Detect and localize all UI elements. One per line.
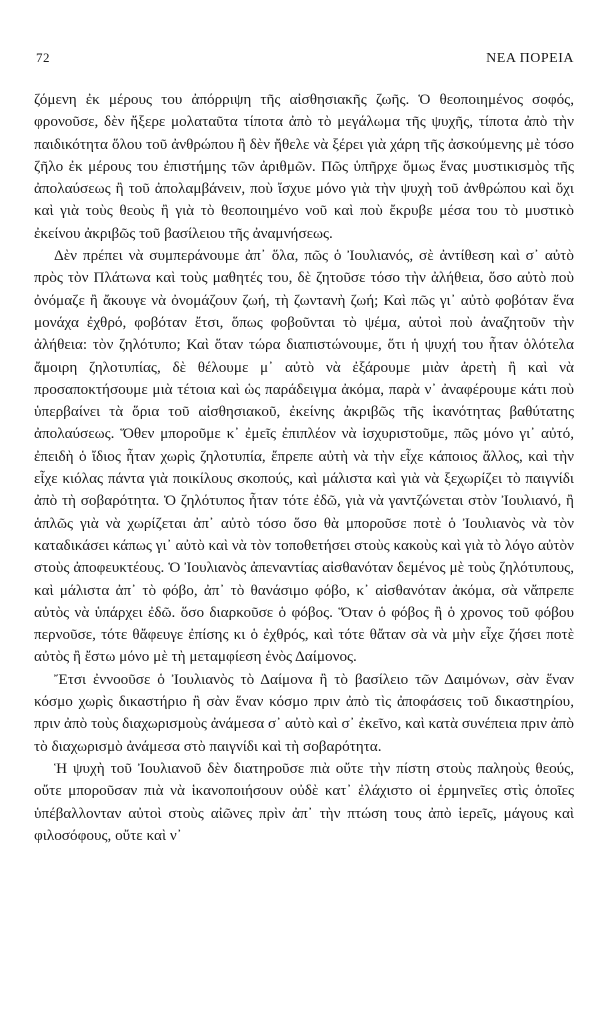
paragraph-2: Δὲν πρέπει νὰ συμπεράνουμε ἀπ᾽ ὅλα, πῶς ὁ Ἰουλιανός, σὲ ἀντίθεση καὶ σ᾽ αὐτὸ πρὸς τὸν Πλάτωνα καὶ τοὺς μαθητές του, δὲ ζητοῦσε τόσο τὴν ἀλήθεια, ὅσο αὐτὸ ποὺ ὀνόμαζε ἢ ἄκουγε νὰ ὀνομάζουν ζωή, τὴ ζωντανὴ ζωή; Καὶ πῶς γι᾽ αὐτὸ φοβόταν ἕνα μονάχα ἐχθρό, φοβόταν ἔτσι, ὅπως φοβοῦνται τὸ ψέμα, αὐτοὶ ποὺ ἀναζητοῦν τὴν ἀλήθεια: τὸν ζηλότυπο; Καὶ ὅταν τώρα διαπιστώνουμε, ὅτι ἡ ψυχή του ἦταν ὁλότελα ἄμοιρη ζηλοτυπίας, δὲ θέλουμε μ᾽ αὐτὸ νὰ ἐξάρουμε μιὰν ἀρετὴ ἢ καὶ νὰ προσαποκτήσουμε μιὰ τέτοια καὶ ὡς παράδειγμα ἀκόμα, παρὰ ν᾽ ἀναφέρουμε κάτι ποὺ ὑπερβαίνει τὰ ὅρια τοῦ αἰσθησιακοῦ, ἐκείνης ἀκριβῶς τῆς ἱκανότητας βαθύτατης ἀπολαύσεως. Ὅθεν μποροῦμε κ᾽ ἐμεῖς ἐπιπλέον νὰ ἰσχυριστοῦμε, πῶς μόνο γι᾽ αὐτό, ἐπειδὴ ὁ ἴδιος ἦταν χωρὶς ζηλοτυπία, ἔπρεπε αὐτὴ νὰ τὴν εἶχε κάποιος ἄλλος, καὶ τὴν εἶχε κιόλας πάντα γιὰ ποικίλους σκοπούς, καὶ μάλιστα καὶ γιὰ νὰ ξεχωρίζει τὸ παιγνίδι ἀπὸ τὴ σοβαρότητα. Ὁ ζηλότυπος ἦταν τότε ἐδῶ, γιὰ νὰ γαντζώνεται στὸν Ἰουλιανό, ἢ ἁπλῶς γιὰ νὰ χωρίζεται ἀπ᾽ αὐτὸ τόσο ὅσο θὰ μποροῦσε ποτὲ ὁ Ἰουλιανὸς νὰ τὸν καταδικάσει κάπως γι᾽ αὐτὸ καὶ νὰ τὸν τοποθετήσει στοὺς κακοὺς καὶ γιὰ τὸ λόγο αὐτὸν στοὺς ἀποφευκτέους. Ὁ Ἰουλιανὸς ἀπεναντίας αἰσθανόταν δεμένος μὲ τοὺς ζηλότυπους, καὶ μάλιστα ἀπ᾽ τὸ φόβο, ἀπ᾽ τὸ θανάσιμο φόβο, κ᾽ αἰσθανόταν ἀκόμα, σὰ νἄπρεπε αὐτὸς νὰ ὑπάρχει ἐδῶ. ὅσο διαρκοῦσε ὁ φόβος. Ὅταν ὁ φόβος ἢ ὁ χρονος τοῦ φόβου περνοῦσε, τότε θἄφευγε ἐπίσης κι ὁ ἐχθρός, καὶ τότε θἄταν σὰ νὰ μὴν εἶχε ζήσει ποτὲ αὐτὸς ἢ ἔστω μόνο μὲ τὴ μεταμφίεση ἑνὸς Δαίμονος. [34,247,574,666]
book-page [34,50,574,847]
paragraph-3: Ἔτσι ἐννοοῦσε ὁ Ἰουλιανὸς τὸ Δαίμονα ἢ τὸ βασίλειο τῶν Δαιμόνων, σὰν ἕναν κόσμο χωρὶς δικαστήριο ἢ σὰν ἕναν κόσμο πριν ἀπὸ τὶς ἀποφάσεις τοῦ δικαστηρίου, πριν ἀπὸ τοὺς διαχωρισμοὺς ἀνάμεσα σ᾽ αὐτὸ καὶ σ᾽ ἐκεῖνο, καὶ κατὰ συνέπεια πριν ἀπὸ τὸ διαχωρισμὸ ἀνάμεσα στὸ παιγνίδι καὶ τὴ σοβαρότητα. [34,670,574,755]
running-title: ΝΕΑ ΠΟΡΕΙΑ [486,51,574,66]
body-text [34,89,574,847]
paragraph-4: Ἡ ψυχὴ τοῦ Ἰουλιανοῦ δὲν διατηροῦσε πιὰ οὔτε τὴν πίστη στοὺς παληοὺς θεούς, οὔτε μποροῦσαν πιὰ νὰ ἱκανοποιήσουν οὐδὲ κατ᾽ ἐλάχιστο οἱ ἑρμηνεῖες στὶς ὁποῖες ὑπέβαλλονταν αὐτοὶ στοὺς αἰῶνες πρὶν ἀπ᾽ τὴν πτώση τους ἀπὸ ἱερεῖς, μάγους καὶ φιλοσόφους, οὔτε καὶ ν᾽ [34,759,574,844]
page-number: 72 [36,50,50,65]
running-header [34,50,574,67]
paragraph-1: ζόμενη ἐκ μέρους του ἀπόρριψη τῆς αἰσθησιακῆς ζωῆς. Ὁ θεοποιημένος σοφός, φρονοῦσε, δὲν ἤξερε μολαταῦτα τίποτα ἀπὸ τὸ μεγάλωμα τῆς ψυχῆς, τίποτα ἀπὸ τὴν παιδικότητα ὅλου τοῦ ἀνθρώπου ἢ δὲν ἤθελε νὰ ξέρει γιὰ χάρη τῆς ἀσκούμενης μὲ τόσο ζῆλο ἐκ μέρους του ἐπιστήμης τῶν ἀριθμῶν. Πῶς ὑπῆρχε ὅμως ἕνας μυστικισμὸς τῆς ἀπολαύσεως ἢ τοῦ ἀπολαμβάνειν, ποὺ ἴσχυε μόνο γιὰ τὴν ψυχὴ τοῦ ἀνθρώπου καὶ ὄχι καὶ γιὰ τοὺς θεοὺς ἢ γιὰ τὸ θεοποιημένο νοῦ καὶ ποὺ ἔκρυβε μέσα του τὸ μυστικὸ ἐκείνου ἀκριβῶς τοῦ βασίλειου τῆς ἀναμνήσεως. [34,91,574,242]
